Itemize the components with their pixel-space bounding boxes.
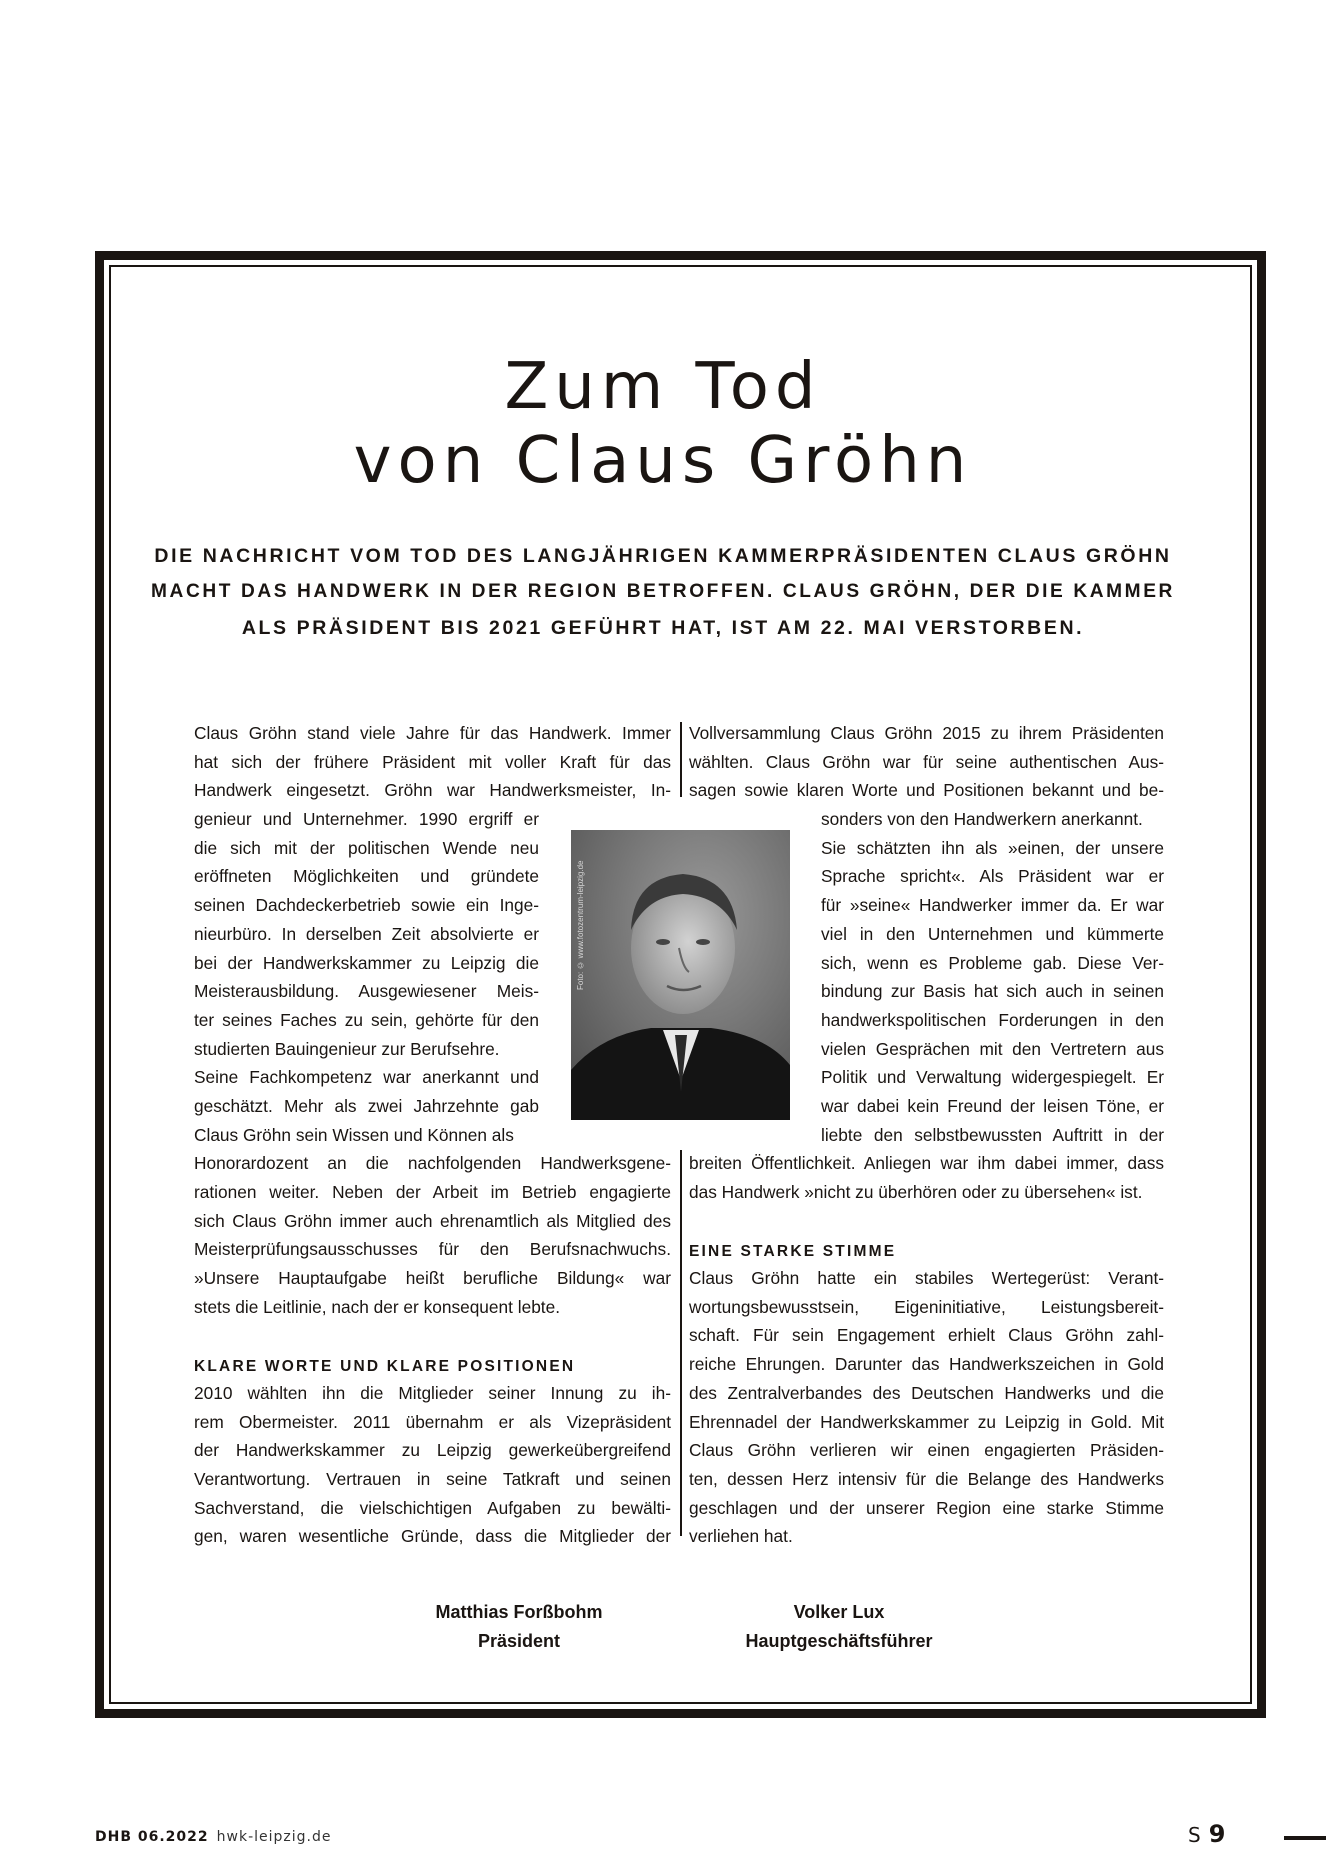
page-number-value: 9 <box>1208 1820 1226 1848</box>
text-line: verliehen hat. <box>689 1526 793 1547</box>
article-lead <box>150 538 1176 646</box>
text-line: nieurbüro. In derselben Zeit absolvierte er <box>194 923 539 944</box>
text-line: seinen Dachdeckerbetrieb sowie ein Inge- <box>194 895 539 916</box>
issue-label: DHB 06.2022 <box>95 1829 209 1845</box>
right-mid-block <box>689 1149 1164 1206</box>
lead-line: DIE NACHRICHT VOM TOD DES LANGJÄHRIGEN KAMMERPRÄSIDENTEN CLAUS GRÖHN <box>154 545 1172 567</box>
text-line: sich Claus Gröhn immer auch ehrenamtlich als Mitglied des <box>194 1210 671 1231</box>
signature-role: Präsident <box>477 1631 561 1651</box>
photo-credit: Foto: © www.fotozentrum-leipzig.de <box>576 860 585 990</box>
text-line: wortungsbewusstsein, Eigeninitiative, Leistungsbereit- <box>689 1296 1164 1317</box>
text-line: die sich mit der politischen Wende neu <box>194 837 539 858</box>
signature-president <box>389 1598 649 1656</box>
text-line: Vollversammlung Claus Gröhn 2015 zu ihrem Präsidenten <box>689 723 1164 743</box>
right-bottom-block <box>689 1264 1164 1551</box>
text-line: Ehrennadel der Handwerkskammer zu Leipzig in Gold. Mit <box>689 1411 1164 1432</box>
text-line: Sprache spricht«. Als Präsident war er <box>821 866 1164 887</box>
text-line: Politik und Verwaltung widergespiegelt. Er <box>821 1067 1164 1088</box>
text-line: ten, dessen Herz intensiv für die Belange des Handwerks <box>689 1468 1164 1489</box>
spacer <box>689 1207 1164 1236</box>
text-line: Sie schätzten ihn als »einen, der unsere <box>821 837 1164 858</box>
text-line: Honorardozent an die nachfolgenden Handwerksgene- <box>194 1153 671 1174</box>
footer-rule <box>1284 1836 1326 1840</box>
text-line: sonders von den Handwerkern anerkannt. <box>821 809 1143 830</box>
text-line: des Zentralverbandes des Deutschen Handwerks und die <box>689 1382 1164 1403</box>
portrait-photo <box>571 830 790 1120</box>
text-line: war dabei kein Freund der leisen Töne, er <box>821 1095 1164 1116</box>
right-wrap-block <box>821 805 1164 1149</box>
text-line: Claus Gröhn hatte ein stabiles Wertegerüst: Verant- <box>689 1268 1164 1289</box>
text-line: sagen sowie klaren Worte und Positionen bekannt und be- <box>689 780 1164 801</box>
text-line: rem Obermeister. 2011 übernahm er als Vizepräsident <box>194 1411 671 1432</box>
signature-managing-director <box>709 1598 969 1656</box>
text-line: genieur und Unternehmer. 1990 ergriff er <box>194 809 539 830</box>
article-title <box>0 350 1326 498</box>
signature-role: Hauptgeschäftsführer <box>745 1631 933 1651</box>
text-line: studierten Bauingenieur zur Berufsehre. <box>194 1038 500 1059</box>
text-line: schaft. Für sein Engagement erhielt Claus Gröhn zahl- <box>689 1325 1164 1346</box>
portrait-illustration <box>571 830 790 1120</box>
signature-name: Volker Lux <box>793 1602 885 1622</box>
text-line: bei der Handwerkskammer zu Leipzig die <box>194 952 539 973</box>
text-line: ter seines Faches zu sein, gehörte für den <box>194 1009 539 1030</box>
left-top-block <box>194 719 671 805</box>
text-line: 2010 wählten ihn die Mitglieder seiner Innung zu ih- <box>194 1382 671 1403</box>
section-heading-klare-worte: KLARE WORTE UND KLARE POSITIONEN <box>194 1358 576 1376</box>
lead-line: ALS PRÄSIDENT BIS 2021 GEFÜHRT HAT, IST AM 22. MAI VERSTORBEN. <box>241 617 1085 639</box>
text-line: geschlagen und der unserer Region eine starke Stimme <box>689 1497 1164 1518</box>
text-line: hat sich der frühere Präsident mit voller Kraft für das <box>194 751 671 772</box>
text-line: Claus Gröhn verlieren wir einen engagierten Präsiden- <box>689 1440 1164 1461</box>
footer-publication <box>95 1829 332 1845</box>
text-line: Handwerk eingesetzt. Gröhn war Handwerksmeister, In- <box>194 780 671 801</box>
lead-line: MACHT DAS HANDWERK IN DER REGION BETROFFEN. CLAUS GRÖHN, DER DIE KAMMER <box>151 581 1175 602</box>
text-line: sich, wenn es Probleme gab. Diese Ver- <box>821 952 1164 973</box>
signature-name: Matthias Forßbohm <box>435 1602 603 1622</box>
title-line: von Claus Gröhn <box>353 424 973 498</box>
text-line: vielen Gesprächen mit den Vertretern aus <box>821 1038 1164 1059</box>
left-wrap-block <box>194 805 539 1149</box>
text-line: stets die Leitlinie, nach der er konsequent lebte. <box>194 1296 561 1317</box>
text-line: »Unsere Hauptaufgabe heißt berufliche Bildung« war <box>194 1268 671 1289</box>
text-line: handwerkspolitischen Forderungen in den <box>821 1009 1164 1030</box>
text-line: reiche Ehrungen. Darunter das Handwerkszeichen in Gold <box>689 1354 1164 1375</box>
text-line: gen, waren wesentliche Gründe, dass die Mitglieder der <box>194 1526 671 1547</box>
text-line: das Handwerk »nicht zu überhören oder zu übersehen« ist. <box>689 1182 1143 1202</box>
website-link[interactable]: hwk-leipzig.de <box>216 1829 332 1845</box>
text-line: liebte den selbstbewussten Auftritt in der <box>821 1124 1164 1145</box>
text-line: viel in den Unternehmen und kümmerte <box>821 923 1164 944</box>
text-line: für »seine« Handwerker immer da. Er war <box>821 895 1164 916</box>
text-line: Verantwortung. Vertrauen in seine Tatkraft und seinen <box>194 1468 671 1489</box>
spacer <box>194 1321 671 1350</box>
text-line: Sachverstand, die vielschichtigen Aufgaben zu bewälti- <box>194 1497 671 1518</box>
text-line: rationen weiter. Neben der Arbeit im Betrieb engagierte <box>194 1182 671 1202</box>
column-divider <box>680 722 682 797</box>
left-bottom-block <box>194 1379 671 1551</box>
text-line: Meisterprüfungsausschusses für den Berufsnachwuchs. <box>194 1239 671 1260</box>
text-line: Seine Fachkompetenz war anerkannt und <box>194 1067 539 1088</box>
text-line: eröffneten Möglichkeiten und gründete <box>194 866 539 887</box>
column-divider <box>680 1150 682 1536</box>
title-line: Zum Tod <box>504 350 822 424</box>
left-mid-block <box>194 1149 671 1321</box>
page-number <box>1188 1820 1225 1848</box>
text-line: Claus Gröhn sein Wissen und Können als <box>194 1124 514 1145</box>
section-heading-starke-stimme: EINE STARKE STIMME <box>689 1243 897 1261</box>
text-line: der Handwerkskammer zu Leipzig gewerkeübergreifend <box>194 1440 671 1461</box>
text-line: Claus Gröhn stand viele Jahre für das Handwerk. Immer <box>194 723 671 743</box>
right-top-block <box>689 719 1164 805</box>
page-prefix: S <box>1188 1823 1201 1847</box>
text-line: wählten. Claus Gröhn war für seine authentischen Aus- <box>689 751 1164 772</box>
text-line: breiten Öffentlichkeit. Anliegen war ihm dabei immer, dass <box>689 1153 1164 1174</box>
text-line: Meisterausbildung. Ausgewiesener Meis- <box>194 981 539 1002</box>
text-line: geschätzt. Mehr als zwei Jahrzehnte gab <box>194 1095 539 1116</box>
text-line: bindung zur Basis hat sich auch in seinen <box>821 981 1164 1002</box>
